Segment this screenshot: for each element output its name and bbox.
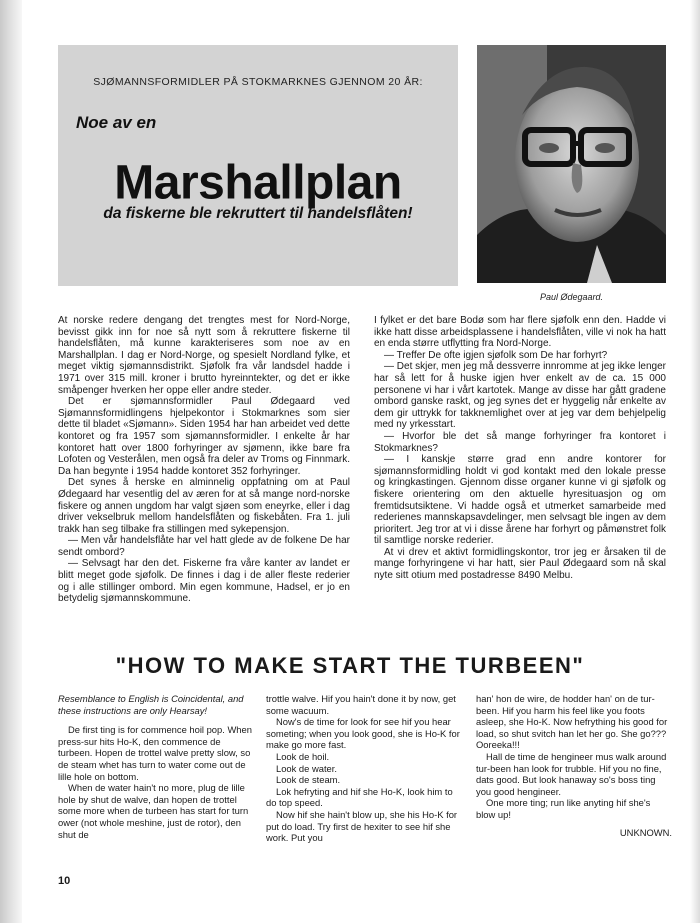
paragraph: One more ting; run like anyting hif she's blow up! [476,797,651,820]
paragraph: Lok hefryting and hif she Ho-K, look him to do top speed. [266,785,453,809]
paragraph: — Det skjer, men jeg må dessverre innromme at jeg ikke lenger har så lett for å huske igjen hver enkelt av de ca. 15 000 personene vi har i vårt kartotek. Mange av disse har gått gradene ombord ganske raskt, og jeg synes det er hyggelig når enkelte av dem gir uttrykk for takknemlighet over at jeg var dem behjelpelig med ny yrkesstart. [374,361,666,431]
signature: UNKNOWN. [619,826,672,838]
paragraph: — I kanskje større grad enn andre kontorer for sjømannsformidling holdt vi god kontakt med den lokale presse og kringkastingen. Gjennom disse organer kunne vi gi sjøfolk og fiskere orientering om den aktuelle hyresituasjon og om fremtidsutsiktene. Vi hadde også et utmerket samarbeide med rederienes mannskapsavdelinger, men selvsagt ble ingen av dem prioritert. Jeg tror at vi i disse årene har forhyrt og påmønstret folk til samtlige norske rederier. [374,454,666,547]
page-number: 10 [58,875,71,887]
article-column-left [58,315,350,605]
kicker: SJØMANNSFORMIDLER PÅ STOKMARKNES GJENNOM 20 ÅR: [93,76,423,88]
turbeen-intro: Resemblance to English is Coincidental, and these instructions are only Hearsay! [58,693,244,716]
paragraph: Look de water. [276,762,337,774]
paragraph: Det er sjømannsformidler Paul Ødegaard ved Sjømannsformidlingens hjelpekontor i Stokmarknes som sier dette til bladet «Sjømann». Siden 1954 har han arbeidet ved dette kontoret og fra 1957 som sjømannsformidler. I enkelte år har kontoret hatt over 1800 forhyringer av sjømenn, ikke bare fra Lofoten og Vesterålen, men også fra deler av Troms og Finnmark. Da han begynte i 1954 hadde kontoret 352 forhyringer. [58,396,350,477]
paragraph: — Hvorfor ble det så mange forhyringer fra kontoret i Stokmarknes? [374,430,666,454]
turbeen-column-2 [266,693,462,844]
turbeen-column-3 [476,693,672,838]
paragraph: Look de hoil. [276,750,330,762]
paragraph: When de water hain't no more, plug de lille hole by shut de walve, dan hopen de trottel some more when de turbeen has start for turn ower (not whole meshine, just de rotor), den shut de [58,782,249,840]
article-title: Marshallplan [114,156,402,210]
paragraph: At norske redere dengang det trengtes mest for Nord-Norge, bevisst gikk inn for noe så nytt som å rekruttere fiskerne til handelsflåten, må kunne karakteriseres som noe av en Marshallplan. I dag er Nord-Norge, og spesielt Nordland fylke, et meget viktig sjømannsdistrikt. Sjøfolk fra vår landsdel hadde i 1971 over 315 mill. kroner i brutto hyreinntekter, og det er ikke småpenger hverken her oppe eller andre steder. [58,315,350,396]
photo-caption: Paul Ødegaard. [539,292,604,302]
turbeen-heading: "HOW TO MAKE START THE TURBEEN" [115,653,585,678]
portrait-photo [477,45,666,283]
paragraph: I fylket er det bare Bodø som har flere sjøfolk enn den. Hadde vi ikke hatt disse arbeidsplassene i handelsflåten, ville vi nok ha hatt en enda større utflytting fra Nord-Norge. [374,315,666,350]
article-header-box [58,45,458,286]
binding-edge [0,0,22,923]
paragraph: De first ting is for commence hoil pop. When press-sur hits Ho-K, den commence de turbeen. Hopen de trottel walve pretty slow, so de steam whet has turn to water come out de lille hole on bottom. [58,724,252,782]
portrait-illustration [477,45,666,283]
paragraph: han' hon de wire, de hodder han' on de tur-been. Hif you harm his feel like you foots asleep, she Ho-K. Now hefrything his good for load, so shut svitch han let her go. She go??? Ooreeka!!! [476,693,668,751]
paragraph: Now's de time for look for see hif you hear someting; when you look good, she is Ho-K for make go more fast. [266,716,460,751]
turbeen-column-1 [58,693,254,840]
pretitle: Noe av en [76,113,157,132]
article-column-right [374,315,666,582]
paragraph: Det synes å herske en alminnelig oppfatning om at Paul Ødegaard har vesentlig del av æren for at så mange nord-norske fiskere og annen ungdom har valgt sjøen som eneyrke, eller i dag driver vekselbruk mellom handelsflåten og fiskebåten. Fra 1. juli trakk han seg tilbake fra stillingen med sykepensjon. [58,477,350,535]
paragraph: Now hif she hain't blow up, she his Ho-K for put do load. Try first de hexiter to see hif she work. Put you [266,808,458,844]
paragraph: trottle walve. Hif you hain't done it by now, get some wacuum. [266,693,456,716]
paragraph: At vi drev et aktivt formidlingskontor, tror jeg er årsaken til de mange forhyringene vi har hatt, sier Paul Ødegaard som nå skal nyte sitt otium med postadresse 8490 Melbu. [374,546,666,582]
paragraph: Look de steam. [276,774,341,786]
article-subtitle: da fiskerne ble rekruttert til handelsflåten! [103,205,413,222]
paragraph: Hall de time de hengineer mus walk around tur-been han look for trubble. Hif you no fine, dats good. But look hanaway so's boss ting you good hengineer. [476,750,667,797]
page-edge [690,0,700,923]
paragraph: — Selvsagt har den det. Fiskerne fra våre kanter av landet er blitt meget gode sjøfolk. De finnes i dag i de aller fleste rederier og i alle stillinger ombord. Min egen kommune, Hadsel, er jo en betydelig sjømannskommune. [58,558,350,605]
paragraph: — Treffer De ofte igjen sjøfolk som De har forhyrt? [384,349,608,361]
paragraph: — Men vår handelsflåte har vel hatt glede av de folkene De har sendt ombord? [58,535,350,558]
